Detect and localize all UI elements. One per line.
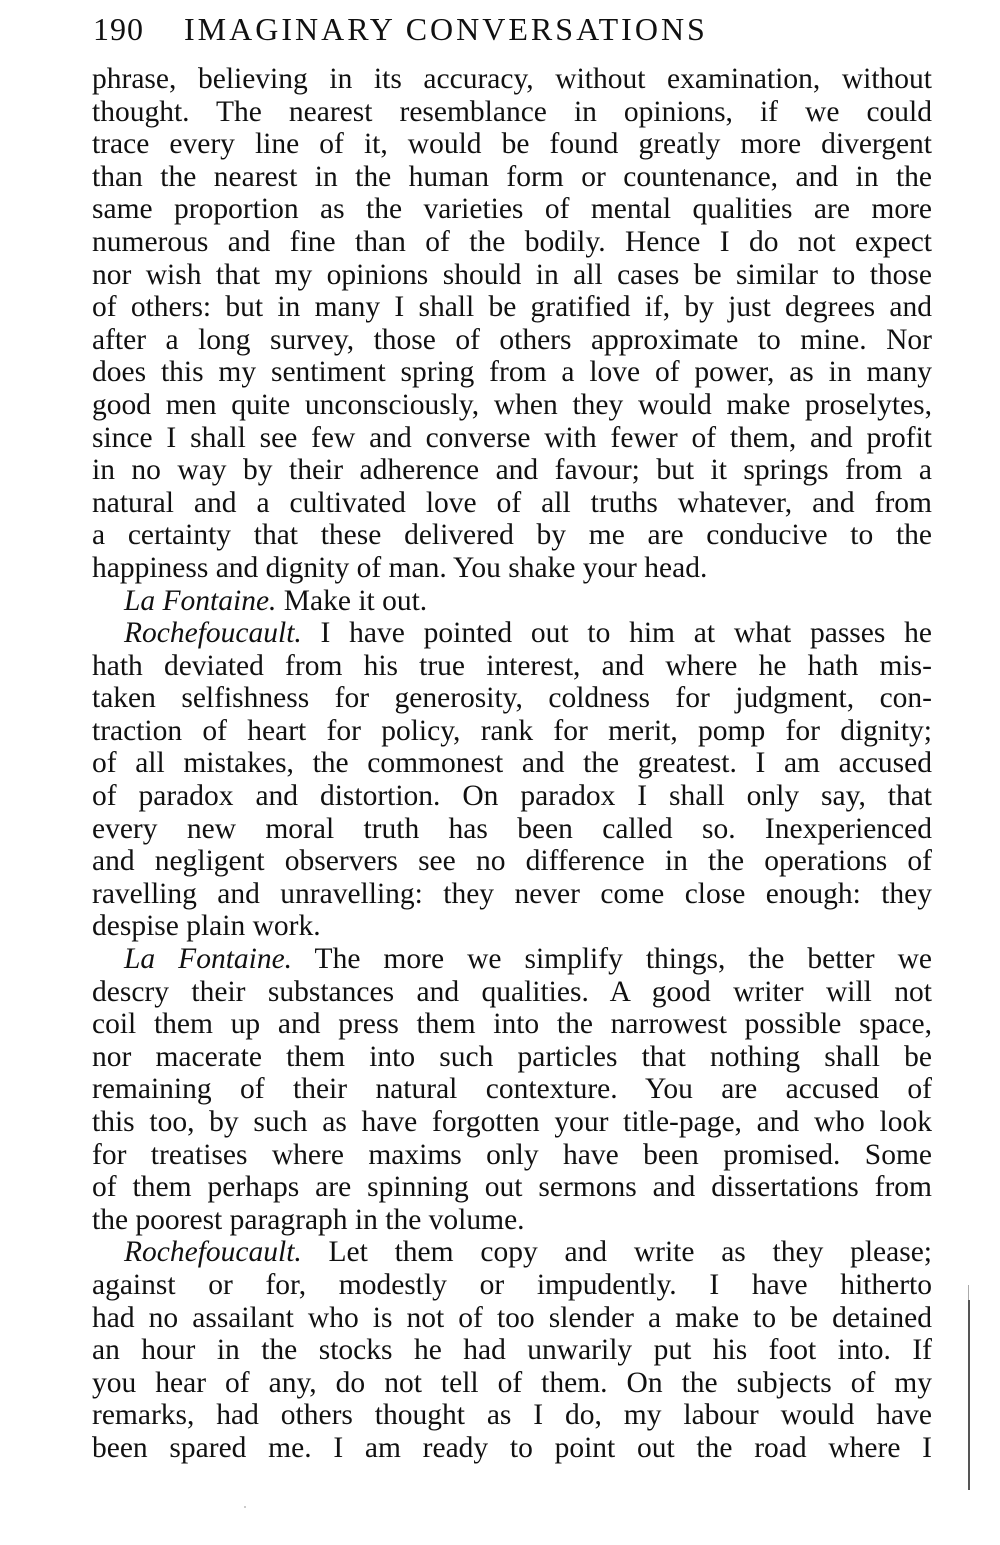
page-number: 190 — [93, 11, 144, 47]
speech-rochefoucault-2 — [92, 1236, 932, 1269]
text-line: thought. The nearest resemblance in opinions, if we could — [92, 95, 932, 128]
text-line: remaining of their natural contexture. You are accused of — [92, 1073, 932, 1106]
speaker-name: La Fontaine. — [124, 584, 277, 617]
text-line: had no assailant who is not of too slender a make to be detained — [92, 1301, 932, 1334]
text-line: trace every line of it, would be found greatly more divergent — [92, 128, 932, 161]
text-line: same proportion as the varieties of mental qualities are more — [92, 193, 932, 226]
text-line: in no way by their adherence and favour; but it springs from a — [92, 454, 932, 487]
body-text — [92, 63, 932, 1465]
margin-rule — [968, 1300, 970, 1490]
speech-rochefoucault-1 — [92, 617, 932, 650]
speaker-name: Rochefoucault. — [124, 1236, 302, 1269]
text-line: nor wish that my opinions should in all cases be similar to those — [92, 258, 932, 291]
text-line: phrase, believing in its accuracy, without examination, without — [92, 63, 932, 95]
running-title: IMAGINARY CONVERSATIONS — [184, 11, 708, 47]
text-line: of others: but in many I shall be gratified if, by just degrees and — [92, 291, 932, 324]
text-line: for treatises where maxims only have been promised. Some — [92, 1138, 932, 1171]
text-line: the poorest paragraph in the volume. — [92, 1203, 525, 1236]
text-line: against or for, modestly or impudently. I have hitherto — [92, 1268, 932, 1301]
text-line: you hear of any, do not tell of them. On the subjects of my — [92, 1366, 932, 1399]
speech-text: The more we simplify things, the better we — [292, 943, 932, 976]
text-line: been spared me. I am ready to point out the road where I — [92, 1431, 932, 1464]
text-line: happiness and dignity of man. You shake your head. — [92, 551, 708, 584]
text-line: natural and a cultivated love of all truths whatever, and from — [92, 486, 932, 519]
text-line: nor macerate them into such particles that nothing shall be — [92, 1040, 932, 1073]
text-line: and negligent observers see no difference in the operations of — [92, 845, 932, 878]
running-head — [93, 6, 853, 52]
speech-la-fontaine-1 — [92, 585, 932, 618]
text-line: than the nearest in the human form or countenance, and in the — [92, 160, 932, 193]
text-line: taken selfishness for generosity, coldness for judgment, con- — [92, 682, 932, 715]
text-line: after a long survey, those of others approximate to mine. Nor — [92, 323, 932, 356]
text-line: of paradox and distortion. On paradox I shall only say, that — [92, 780, 932, 813]
text-line: an hour in the stocks he had unwarily put his foot into. If — [92, 1334, 932, 1367]
text-line: ravelling and unravelling: they never come close enough: they — [92, 877, 932, 910]
text-line: despise plain work. — [92, 910, 321, 943]
text-line: this too, by such as have forgotten your title-page, and who look — [92, 1106, 932, 1138]
speech-la-fontaine-2 — [92, 943, 932, 976]
print-speck — [244, 1506, 246, 1508]
text-line: remarks, had others thought as I do, my labour would have — [92, 1399, 932, 1432]
text-line: since I shall see few and converse with fewer of them, and profit — [92, 421, 932, 454]
text-line: does this my sentiment spring from a love of power, as in many — [92, 356, 932, 389]
text-line: descry their substances and qualities. A good writer will not — [92, 975, 932, 1008]
text-line: a certainty that these delivered by me are conducive to the — [92, 519, 932, 552]
speech-text: Make it out. — [276, 584, 428, 617]
text-line: good men quite unconsciously, when they would make proselytes, — [92, 388, 932, 421]
text-line: numerous and fine than of the bodily. Hence I do not expect — [92, 225, 932, 258]
speech-text: Let them copy and write as they please; — [301, 1236, 932, 1269]
text-line: hath deviated from his true interest, and where he hath mis- — [92, 649, 932, 682]
speech-text: I have pointed out to him at what passes he — [301, 617, 932, 650]
text-line: of all mistakes, the commonest and the greatest. I am accused — [92, 747, 932, 780]
text-line: every new moral truth has been called so. Inexperienced — [92, 812, 932, 845]
text-line: traction of heart for policy, rank for merit, pomp for dignity; — [92, 714, 932, 747]
speaker-name: Rochefoucault. — [124, 617, 302, 650]
speaker-name: La Fontaine. — [124, 943, 293, 976]
text-line: of them perhaps are spinning out sermons and dissertations from — [92, 1171, 932, 1204]
text-line: coil them up and press them into the narrowest possible space, — [92, 1008, 932, 1041]
